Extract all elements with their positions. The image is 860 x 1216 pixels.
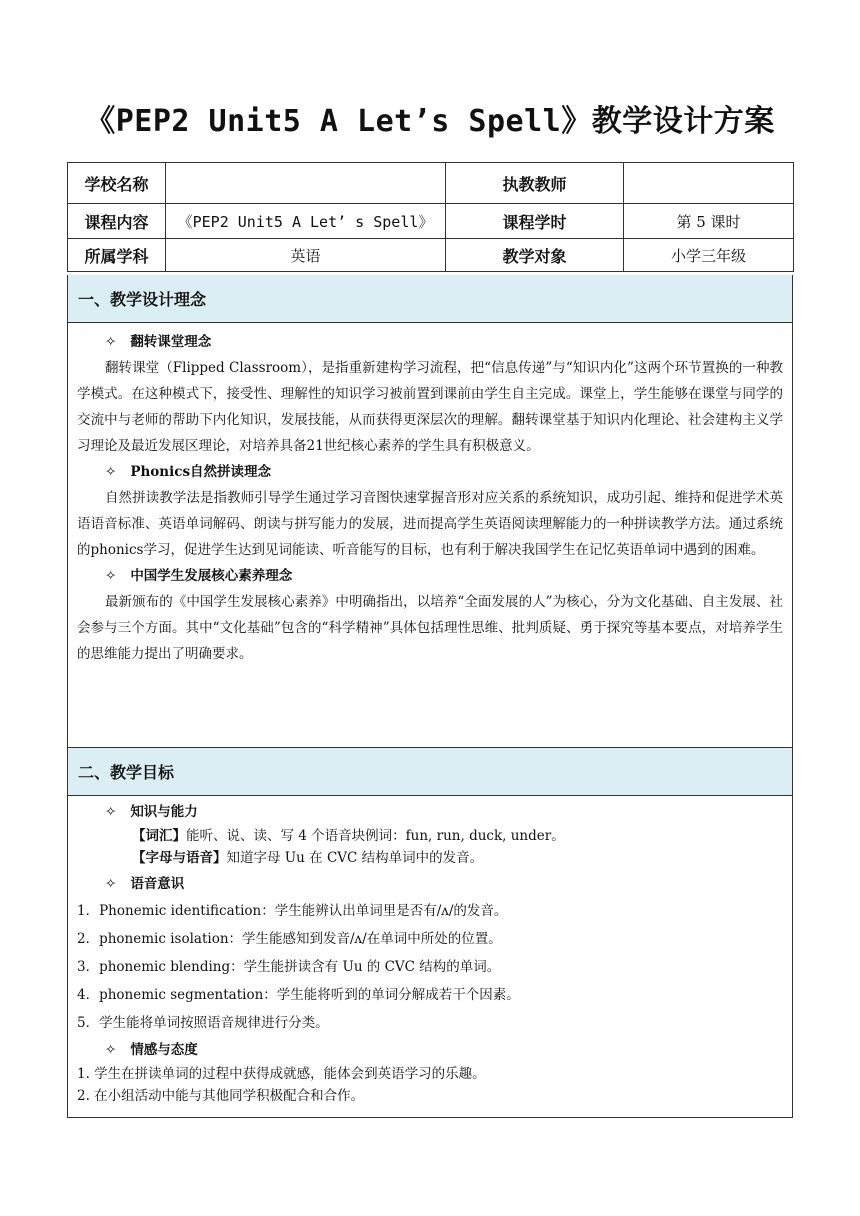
list-item: 4．phonemic segmentation：学生能将听到的单词分解成若干个因素。	[77, 987, 520, 1003]
bullet-title: 翻转课堂理念	[130, 334, 212, 350]
hours-value: 第 5 课时	[624, 204, 794, 239]
table-row	[68, 163, 794, 204]
bullet-title: Phonics自然拼读理念	[130, 464, 272, 480]
diamond-icon: ✧	[105, 568, 117, 584]
letter-line	[77, 847, 783, 869]
list-item: 3．phonemic blending：学生能拼读含有 Uu 的 CVC 结构的单词。	[77, 959, 501, 975]
diamond-icon: ✧	[105, 876, 117, 892]
section-heading: 二、教学目标	[68, 748, 792, 796]
section-body	[68, 796, 792, 1113]
target-label: 教学对象	[446, 239, 624, 272]
vocab-line	[77, 825, 783, 847]
hours-label: 课程学时	[446, 204, 624, 239]
letter-tag: 【字母与语音】	[132, 850, 227, 866]
section-teaching-goals	[67, 748, 793, 1118]
list-item: 5．学生能将单词按照语音规律进行分类。	[77, 1015, 329, 1031]
course-value: 《PEP2 Unit5 A Let’ s Spell》	[166, 204, 446, 239]
list-item: 2. 在小组活动中能与其他同学积极配合和合作。	[77, 1088, 365, 1104]
section-heading: 一、教学设计理念	[68, 275, 792, 323]
vocab-tag: 【词汇】	[132, 828, 186, 844]
page-title: 《PEP2 Unit5 A Let’s Spell》教学设计方案	[85, 104, 775, 139]
diamond-icon: ✧	[105, 464, 117, 480]
vocab-text: 能听、说、读、写 4 个语音块例词：fun, run, duck, under。	[186, 828, 565, 844]
teacher-value	[624, 163, 794, 204]
course-label: 课程内容	[68, 204, 166, 239]
bullet-title: 情感与态度	[130, 1042, 198, 1058]
subject-label: 所属学科	[68, 239, 166, 272]
bullet-phonemic	[77, 871, 783, 897]
bullet-knowledge	[77, 799, 783, 825]
subject-value: 英语	[166, 239, 446, 272]
diamond-icon: ✧	[105, 334, 117, 350]
bullet-core-literacy	[77, 563, 783, 589]
letter-text: 知道字母 Uu 在 CVC 结构单词中的发音。	[226, 850, 484, 866]
section-design-concept	[67, 275, 793, 748]
teacher-label: 执教教师	[446, 163, 624, 204]
bullet-phonics	[77, 459, 783, 485]
table-row	[68, 239, 794, 272]
school-label: 学校名称	[68, 163, 166, 204]
bullet-title: 知识与能力	[130, 804, 198, 820]
bullet-emotion	[77, 1037, 783, 1063]
section-body	[68, 323, 792, 673]
bullet-flipped-classroom	[77, 329, 783, 355]
target-value: 小学三年级	[624, 239, 794, 272]
bullet-title: 中国学生发展核心素养理念	[130, 568, 293, 584]
list-item: 1．Phonemic identification：学生能辨认出单词里是否有/ʌ/的发音。	[77, 903, 508, 919]
list-item: 2．phonemic isolation：学生能感知到发音/ʌ/在单词中所处的位置。	[77, 931, 502, 947]
table-row	[68, 204, 794, 239]
diamond-icon: ✧	[105, 804, 117, 820]
bullet-title: 语音意识	[130, 876, 185, 892]
list-item: 1. 学生在拼读单词的过程中获得成就感，能体会到英语学习的乐趣。	[77, 1066, 486, 1082]
paragraph: 翻转课堂（Flipped Classroom），是指重新建构学习流程，把“信息传递”与“知识内化”这两个环节置换的一种教学模式。在这种模式下，接受性、理解性的知识学习被前置到课前由学生自主完成。课堂上，学生能够在课堂与同学的交流中与老师的帮助下内化知识，发展技能，从而获得更深层次的理解。翻转课堂基于知识内化理论、社会建构主义学习理论及最近发展区理论，对培养具备21世纪核心素养的学生具有积极意义。	[77, 360, 783, 454]
diamond-icon: ✧	[105, 1042, 117, 1058]
info-table	[67, 162, 794, 272]
paragraph: 自然拼读教学法是指教师引导学生通过学习音图快速掌握音形对应关系的系统知识，成功引起、维持和促进学术英语语音标准、英语单词解码、朗读与拼写能力的发展，进而提高学生英语阅读理解能力的一种拼读教学方法。通过系统的phonics学习，促进学生达到见词能读、听音能写的目标，也有利于解决我国学生在记忆英语单词中遇到的困难。	[77, 490, 783, 558]
paragraph: 最新颁布的《中国学生发展核心素养》中明确指出，以培养“全面发展的人”为核心，分为文化基础、自主发展、社会参与三个方面。其中“文化基础”包含的“科学精神”具体包括理性思维、批判质疑、勇于探究等基本要点，对培养学生的思维能力提出了明确要求。	[77, 594, 783, 662]
school-value	[166, 163, 446, 204]
